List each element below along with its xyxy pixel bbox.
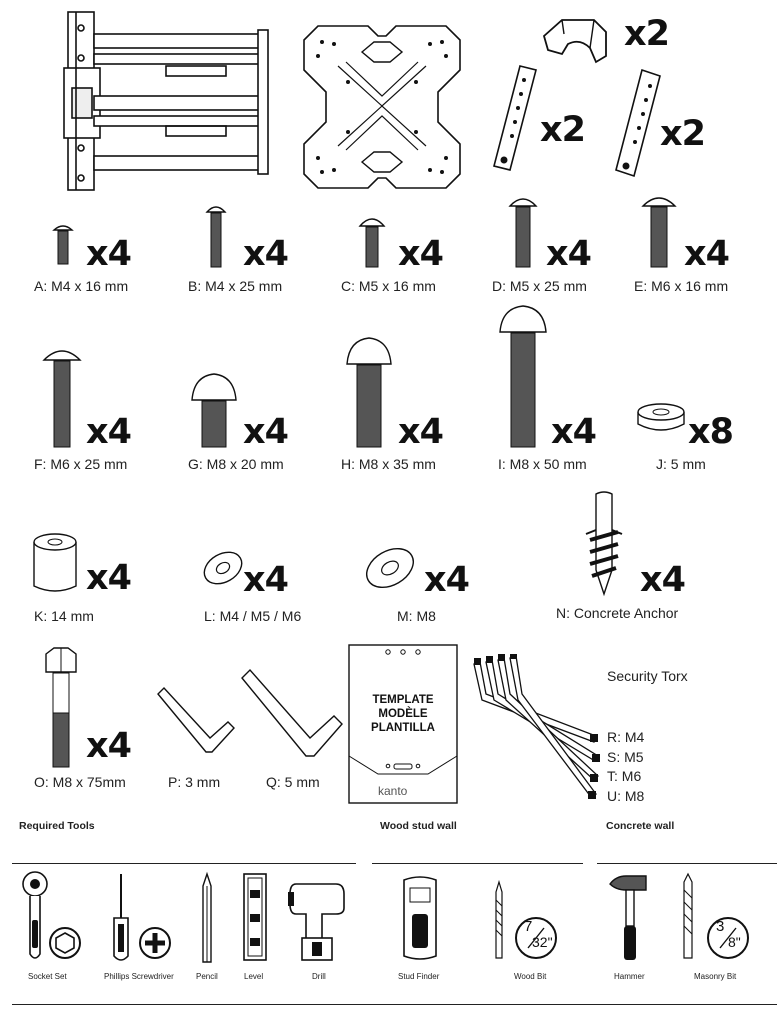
bolt-o-illustration [42, 646, 80, 768]
screw-c-qty: x4 [398, 234, 443, 274]
concrete-wall-divider [597, 863, 777, 864]
required-tools-divider [12, 863, 356, 864]
torx-item-t: T: M6 [607, 768, 642, 784]
masonry-bit-label: Masonry Bit [694, 972, 737, 981]
template-brand-logo: kanto [378, 784, 408, 798]
spacer-j-illustration [636, 402, 686, 436]
screw-h-label: H: M8 x 35 mm [341, 456, 436, 472]
anchor-n-qty: x4 [640, 560, 685, 600]
washer-l-label: L: M4 / M5 / M6 [204, 608, 302, 624]
hammer-icon [608, 872, 650, 964]
spacer-k-illustration [32, 532, 78, 596]
screw-f-label: F: M6 x 25 mm [34, 456, 128, 472]
wood-bit-label: Wood Bit [514, 972, 547, 981]
wood-stud-wall-heading: Wood stud wall [380, 820, 457, 832]
washer-m-label: M: M8 [397, 608, 436, 624]
screw-d-qty: x4 [546, 234, 591, 274]
washer-l-illustration [200, 548, 246, 588]
screw-a-label: A: M4 x 16 mm [34, 278, 129, 294]
template-title-en: TEMPLATE [372, 694, 434, 706]
screw-i-label: I: M8 x 50 mm [498, 456, 587, 472]
masonry-bit-size-numerator: 3 [716, 918, 725, 935]
socket-set-label: Socket Set [28, 972, 67, 981]
socket-icon [48, 926, 82, 960]
screw-i-qty: x4 [551, 412, 596, 452]
wood-stud-wall-divider [372, 863, 583, 864]
anchor-n-illustration [580, 490, 628, 598]
screw-f-illustration [42, 342, 82, 448]
screw-a-qty: x4 [86, 234, 131, 274]
drill-label: Drill [312, 972, 326, 981]
cable-clip-illustration [540, 14, 614, 66]
phillips-screwdriver-label: Phillips Screwdriver [104, 972, 174, 981]
washer-m-illustration [362, 544, 418, 592]
screw-h-qty: x4 [398, 412, 443, 452]
screw-c-label: C: M5 x 16 mm [341, 278, 436, 294]
wood-bit-icon [494, 880, 504, 960]
screw-b-qty: x4 [243, 234, 288, 274]
screw-g-illustration [190, 372, 238, 448]
screw-e-label: E: M6 x 16 mm [634, 278, 729, 294]
masonry-bit-icon [682, 872, 694, 960]
drill-icon [286, 880, 348, 964]
stud-finder-icon [398, 874, 442, 962]
adapter-plate-left-illustration [490, 64, 540, 176]
screw-g-label: G: M8 x 20 mm [188, 456, 284, 472]
screw-f-qty: x4 [86, 412, 131, 452]
screw-d-illustration [508, 192, 538, 268]
template-title-fr: MODÈLE [378, 708, 428, 720]
hex-key-p-illustration [156, 686, 238, 758]
torx-item-r: R: M4 [607, 729, 645, 745]
torx-item-s: S: M5 [607, 749, 644, 765]
screw-b-label: B: M4 x 25 mm [188, 278, 283, 294]
required-tools-heading: Required Tools [19, 820, 95, 832]
socket-wrench-icon [20, 870, 50, 962]
template-title-es: PLANTILLA [371, 722, 435, 734]
hex-key-q-label: Q: 5 mm [266, 774, 320, 790]
screw-g-qty: x4 [243, 412, 288, 452]
screw-c-illustration [358, 212, 386, 268]
cable-clip-qty: x2 [624, 14, 669, 54]
screw-e-illustration [641, 190, 677, 268]
washer-l-qty: x4 [243, 560, 288, 600]
level-label: Level [244, 972, 264, 981]
hex-key-p-label: P: 3 mm [168, 774, 221, 790]
phillips-head-icon [138, 926, 172, 960]
anchor-n-label: N: Concrete Anchor [556, 605, 679, 621]
torx-item-u: U: M8 [607, 788, 645, 804]
bolt-o-label: O: M8 x 75mm [34, 774, 126, 790]
adapter-plate-right-illustration [608, 68, 668, 180]
bottom-border [12, 1004, 777, 1005]
bolt-o-qty: x4 [86, 726, 131, 766]
pencil-label: Pencil [196, 972, 218, 981]
level-icon [240, 872, 270, 964]
screw-h-illustration [345, 336, 393, 448]
screw-e-qty: x4 [684, 234, 729, 274]
screw-a-illustration [52, 222, 74, 266]
adapter-plate-left-qty: x2 [540, 110, 585, 150]
screw-d-label: D: M5 x 25 mm [492, 278, 587, 294]
screw-i-illustration [498, 304, 548, 448]
adapter-plate-right-qty: x2 [660, 114, 705, 154]
wall-mount-arm-illustration [46, 8, 276, 194]
wood-bit-size-numerator: 7 [524, 918, 533, 935]
hammer-label: Hammer [614, 972, 645, 981]
stud-finder-label: Stud Finder [398, 972, 440, 981]
pencil-icon [200, 872, 214, 964]
spacer-j-qty: x8 [688, 412, 733, 452]
mounting-plate-illustration [298, 22, 466, 192]
torx-title: Security Torx [607, 668, 688, 684]
masonry-bit-size-denominator: 8" [728, 934, 741, 950]
spacer-k-qty: x4 [86, 558, 131, 598]
spacer-j-label: J: 5 mm [656, 456, 706, 472]
security-torx-keys-illustration [466, 654, 608, 800]
concrete-wall-heading: Concrete wall [606, 820, 675, 832]
spacer-k-label: K: 14 mm [34, 608, 94, 624]
wood-bit-size-denominator: 32" [532, 934, 553, 950]
screwdriver-icon [110, 872, 132, 964]
screw-b-illustration [205, 202, 227, 268]
hex-key-q-illustration [240, 668, 346, 764]
washer-m-qty: x4 [424, 560, 469, 600]
